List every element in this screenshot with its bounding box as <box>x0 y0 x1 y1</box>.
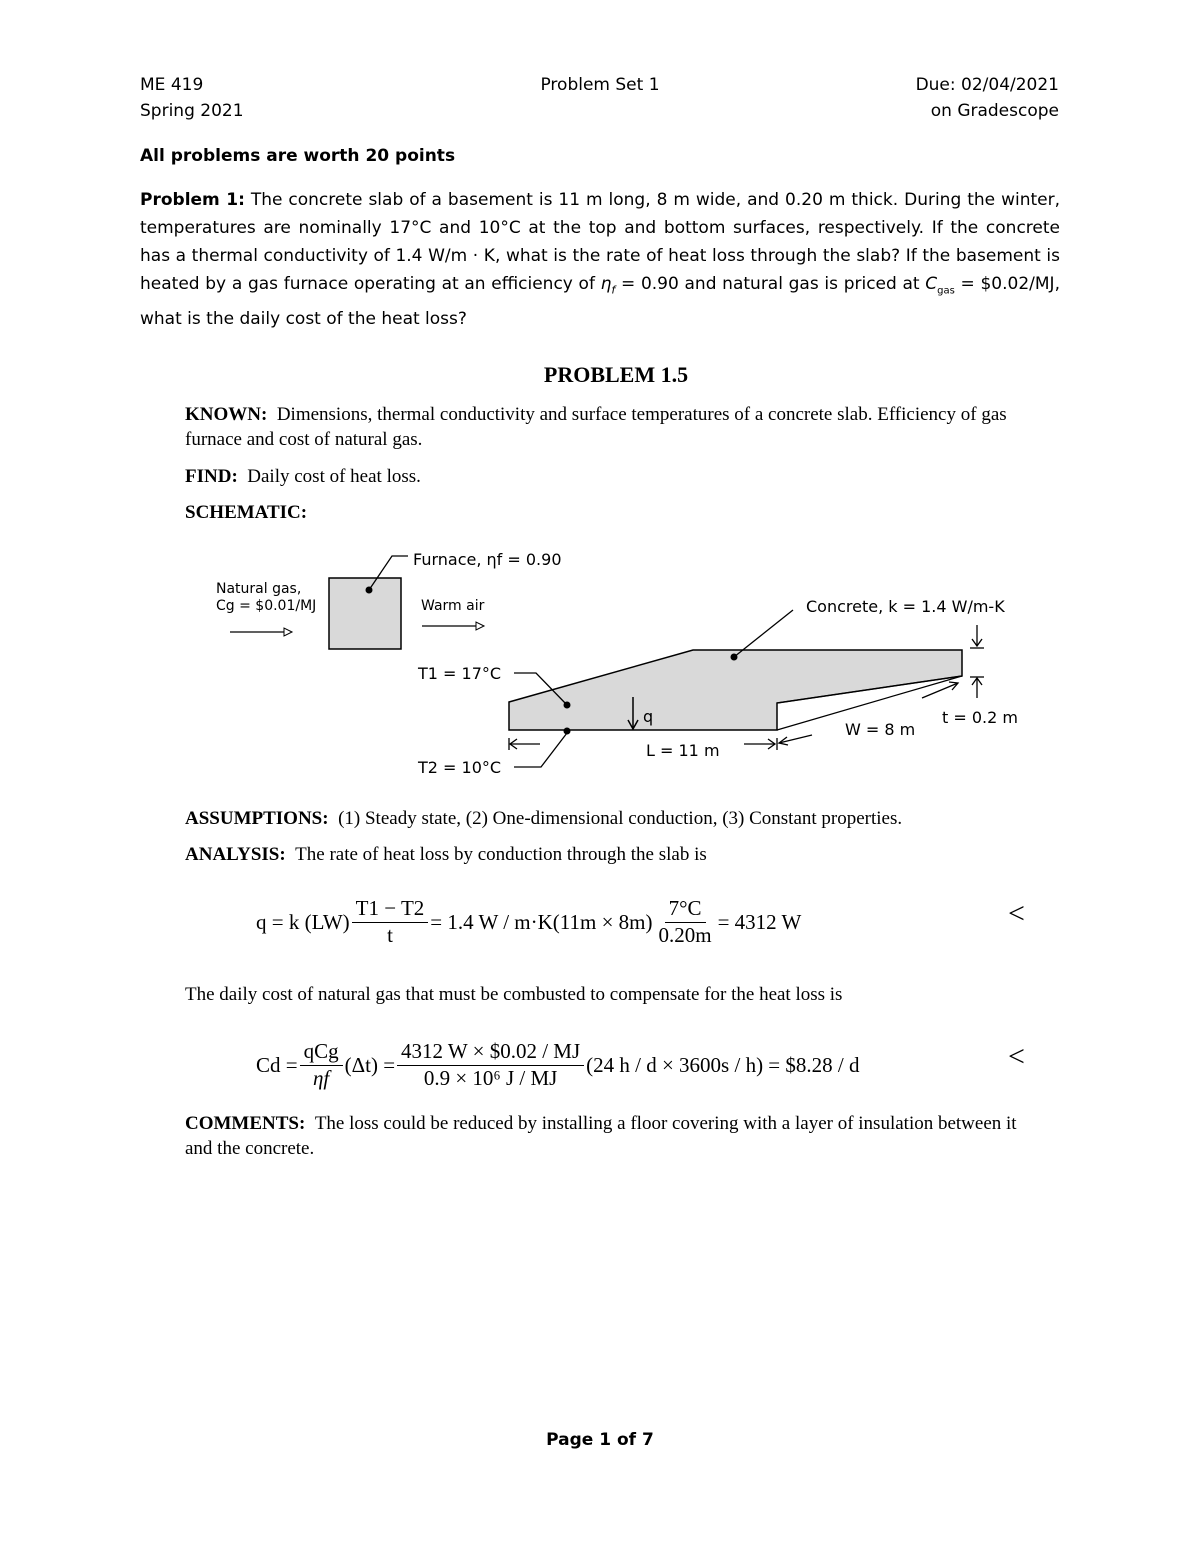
eq2-fraction-values <box>397 1040 584 1089</box>
find-label: FIND: <box>185 466 238 487</box>
warm-air-label: Warm air <box>421 598 485 614</box>
eq1-rhs: = 4312 W <box>717 909 802 934</box>
due-date: Due: 02/04/2021 <box>915 75 1059 95</box>
concrete-label: Concrete, k = 1.4 W/m-K <box>806 597 1005 616</box>
assumptions-text: (1) Steady state, (2) One-dimensional conduction, (3) Constant properties. <box>338 808 903 829</box>
t1-dot <box>564 702 571 709</box>
gas-cost-label: Cg = $0.01/MJ <box>216 598 317 614</box>
eq2-frac1-den: ηf <box>312 1065 330 1090</box>
assumptions-section <box>185 806 902 831</box>
furnace-box <box>329 578 401 649</box>
known-text: Dimensions, thermal conductivity and surface temperatures of a concrete slab. Efficiency of gas furnace and cost of natural gas. <box>185 404 1007 450</box>
course-code: ME 419 <box>140 75 204 95</box>
daily-cost-equation <box>256 1034 860 1096</box>
heat-flow-label: q <box>643 707 654 726</box>
concrete-slab <box>509 650 962 730</box>
analysis-text: The rate of heat loss by conduction through the slab is <box>295 844 707 865</box>
find-text: Daily cost of heat loss. <box>247 466 421 487</box>
comments-label: COMMENTS: <box>185 1113 306 1134</box>
eq1-frac1-num: T1 − T2 <box>352 897 429 922</box>
daily-cost-intro: The daily cost of natural gas that must be combusted to compensate for the heat loss is <box>185 984 843 1005</box>
t1-label: T1 = 17°C <box>418 664 502 683</box>
eq1-fraction-temps <box>352 897 429 946</box>
cgas-subscript: gas <box>937 285 955 297</box>
warm-air-arrow-head <box>476 622 484 630</box>
comments-section <box>185 1111 1045 1161</box>
known-label: KNOWN: <box>185 404 268 425</box>
points-note: All problems are worth 20 points <box>140 146 456 166</box>
thickness-label: t = 0.2 m <box>942 708 1018 727</box>
eta-symbol: η <box>600 274 612 294</box>
analysis-section <box>185 842 707 867</box>
problem-text-c: = $0.02/MJ, what is the daily cost of the heat loss? <box>140 274 1060 330</box>
comments-text: The loss could be reduced by installing a floor covering with a layer of insulation between it and the concrete. <box>185 1113 1017 1159</box>
eq1-frac2-den: 0.20m <box>658 922 712 947</box>
width-label: W = 8 m <box>845 720 916 739</box>
t2-leader <box>514 733 567 767</box>
eq2-mid: (Δt) = <box>344 1052 396 1077</box>
t2-dot <box>564 728 571 735</box>
eq1-answer-mark: < <box>1008 897 1025 930</box>
eq2-frac2-num: 4312 W × $0.02 / MJ <box>397 1040 584 1065</box>
page-number: Page 1 of 7 <box>546 1430 654 1450</box>
furnace-label: Furnace, ηf = 0.90 <box>413 550 562 569</box>
problem-text-b: = 0.90 and natural gas is priced at <box>615 274 926 294</box>
document-title: Problem Set 1 <box>540 75 660 95</box>
submission-platform: on Gradescope <box>930 101 1059 121</box>
eq1-frac2-num: 7°C <box>665 897 706 922</box>
schematic-label: SCHEMATIC: <box>185 502 308 523</box>
course-term: Spring 2021 <box>140 101 244 121</box>
cgas-symbol: C <box>925 274 938 294</box>
eq1-lhs: q = k (LW) <box>256 909 350 934</box>
eq1-mid: = 1.4 W / m·K(11m × 8m) <box>430 909 653 934</box>
eq2-frac2-den: 0.9 × 10⁶ J / MJ <box>423 1065 558 1090</box>
eta-subscript: f <box>611 283 616 297</box>
heat-loss-equation <box>256 892 801 952</box>
analysis-label: ANALYSIS: <box>185 844 286 865</box>
problem-text-a: The concrete slab of a basement is 11 m long, 8 m wide, and 0.20 m thick. During the winter, temperatures are nominally 17°C and 10°C at the top and bottom surfaces, respectively. If the concrete has a thermal conductivity of 1.4 W/m · K, what is the rate of heat loss through the slab? If the basement is heated by a gas furnace operating at an efficiency of <box>140 190 1060 294</box>
length-label: L = 11 m <box>646 741 720 760</box>
assumptions-label: ASSUMPTIONS: <box>185 808 329 829</box>
eq2-rhs: (24 h / d × 3600s / h) = $8.28 / d <box>586 1052 860 1077</box>
eq2-answer-mark: < <box>1008 1040 1025 1073</box>
eq1-frac1-den: t <box>387 922 393 947</box>
natural-gas-label: Natural gas, <box>216 581 302 597</box>
gas-arrow-head <box>284 628 292 636</box>
problem-label: Problem 1: <box>140 190 245 210</box>
eq2-lhs: Cd = <box>256 1052 298 1077</box>
t2-label: T2 = 10°C <box>418 758 502 777</box>
eq2-fraction-symbolic <box>300 1040 343 1089</box>
width-arrow-right <box>922 683 958 698</box>
eq1-fraction-values <box>655 897 716 946</box>
solution-title: PROBLEM 1.5 <box>543 362 689 387</box>
eq2-frac1-num: qCg <box>300 1040 343 1065</box>
